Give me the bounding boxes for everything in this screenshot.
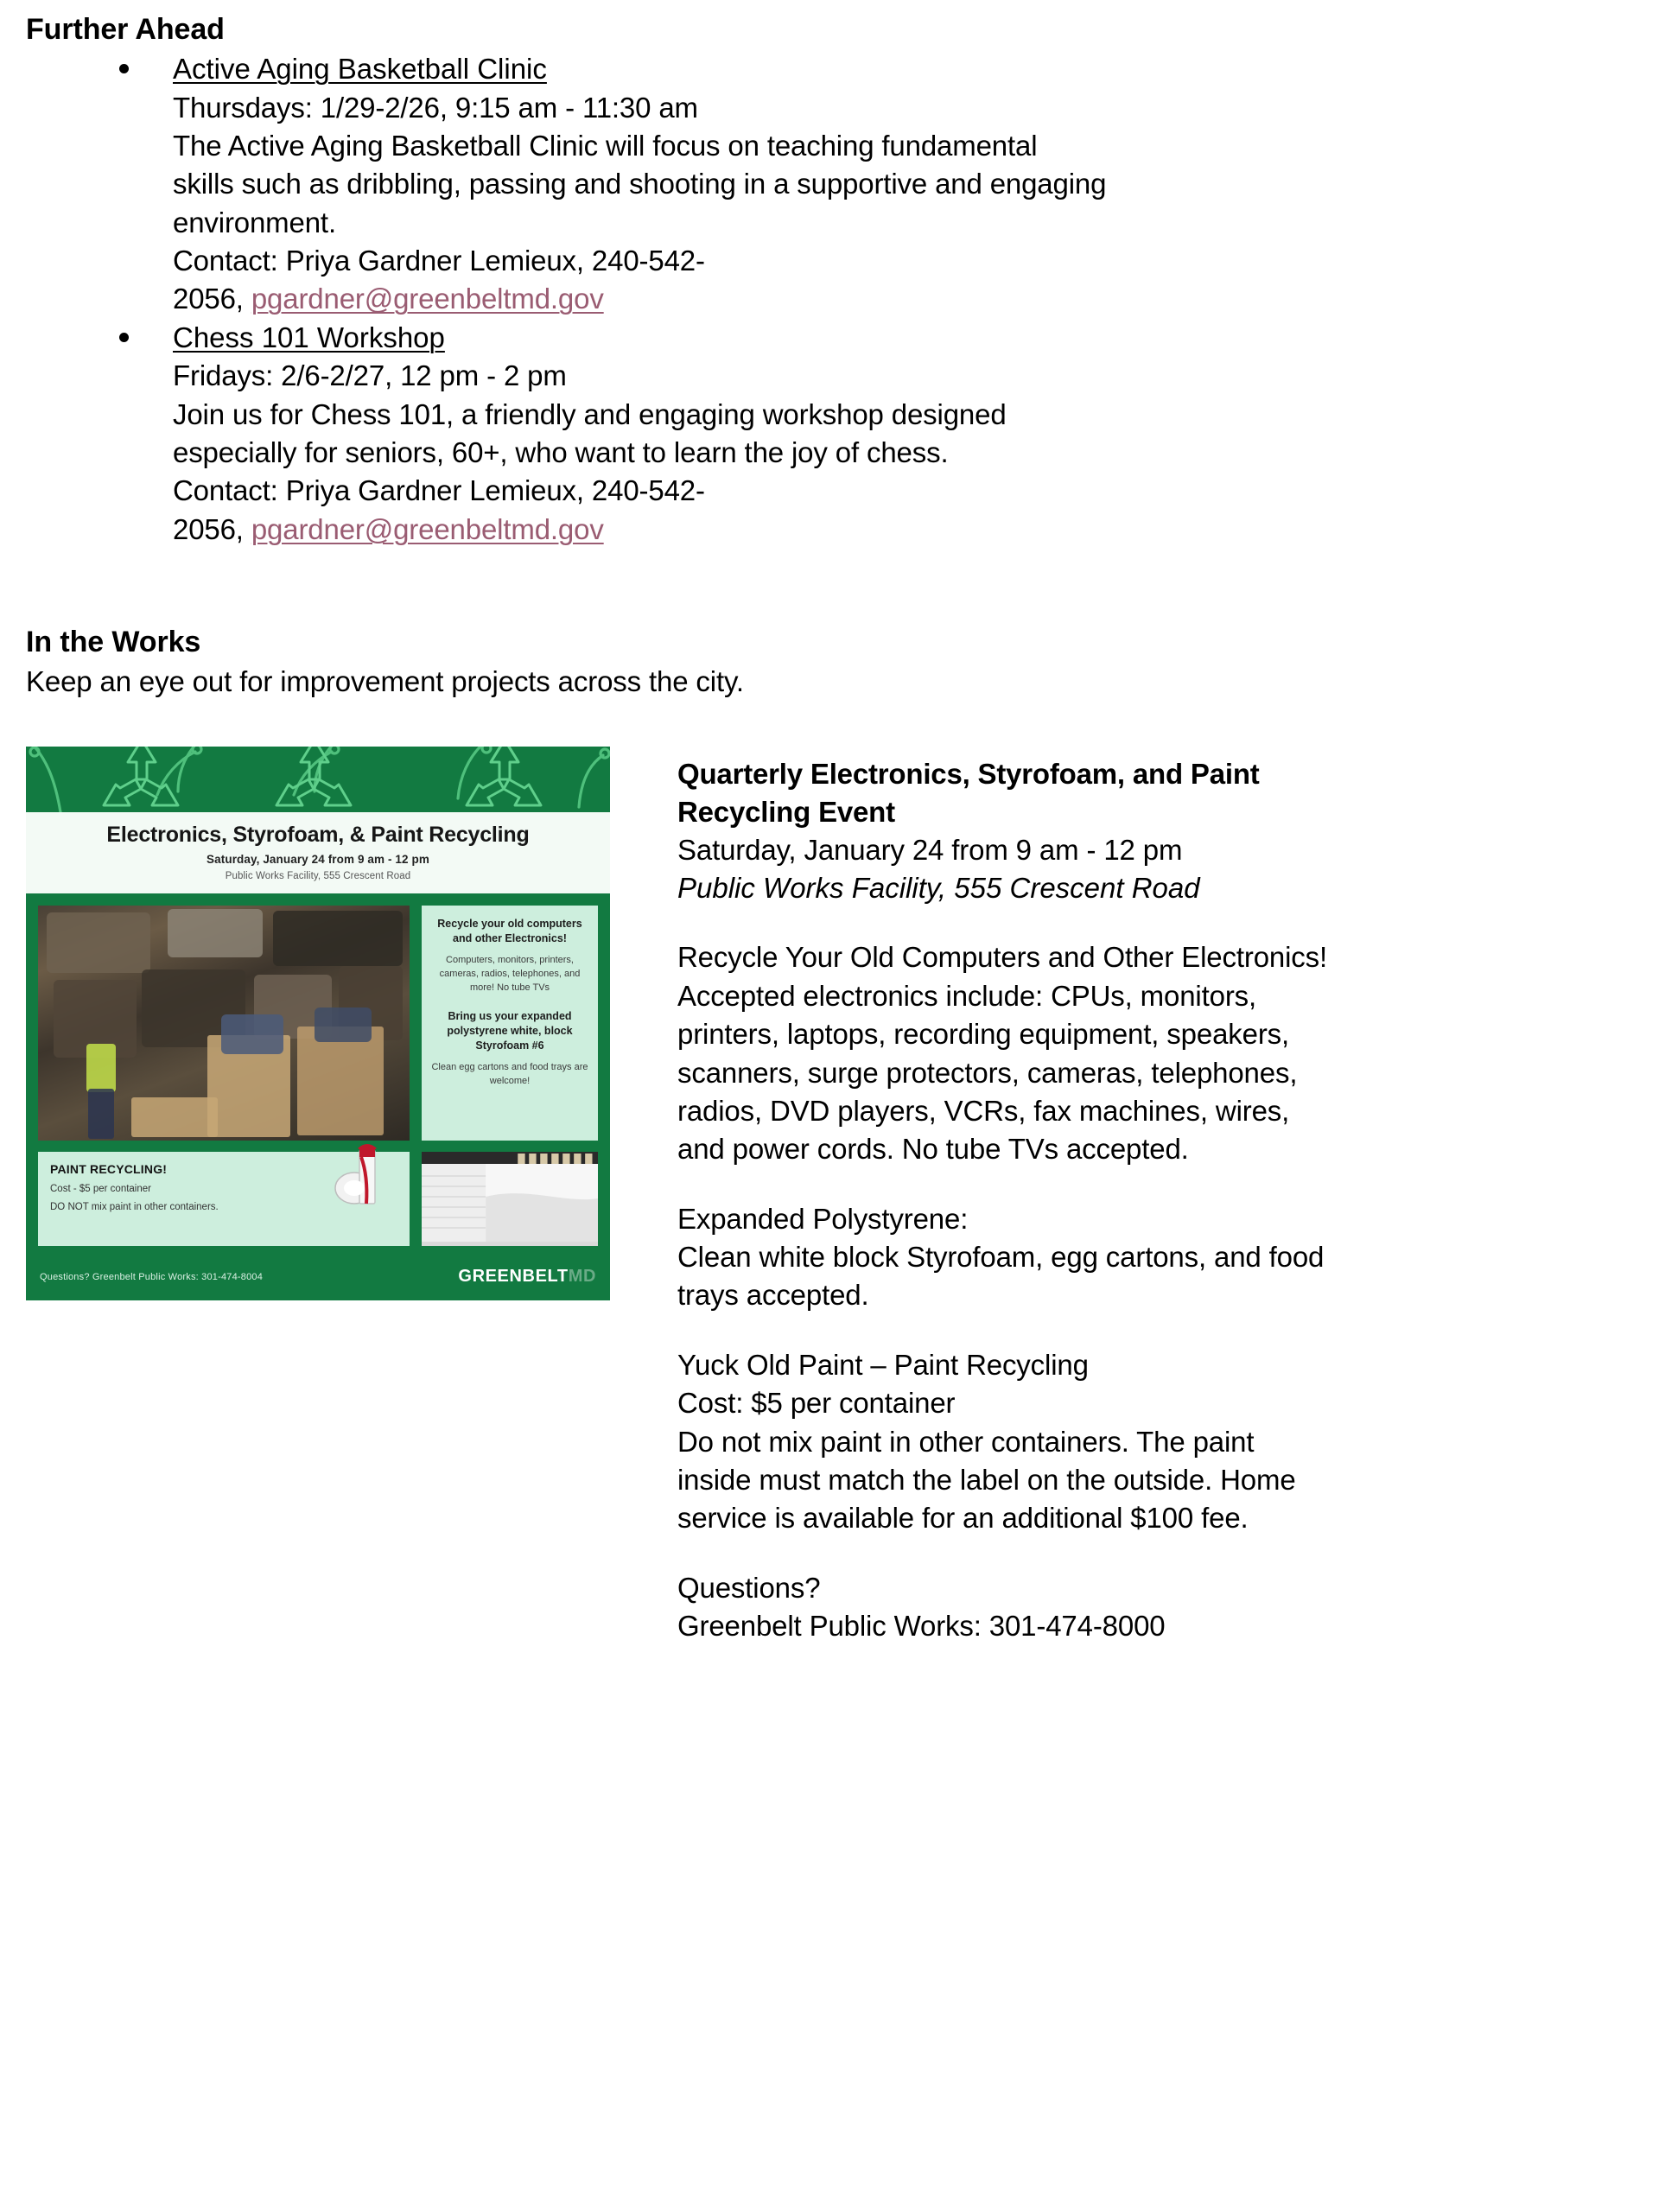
flyer-headline: Electronics, Styrofoam, & Paint Recycling	[106, 822, 530, 847]
electronics-line: Accepted electronics include: CPUs, monitors,	[677, 979, 1257, 1012]
paint-cost: Cost: $5 per container	[677, 1387, 956, 1420]
paragraph-gap	[677, 1315, 1630, 1346]
flyer-top-band	[26, 747, 610, 812]
further-ahead-heading: Further Ahead	[26, 13, 225, 46]
email-link[interactable]: pgardner@greenbeltmd.gov	[251, 512, 604, 545]
logo-main-text: GREENBELT	[458, 1267, 569, 1287]
event-description-line: environment.	[173, 206, 336, 238]
flyer-info-small-2: Clean egg cartons and food trays are welcome!	[431, 1061, 588, 1086]
flyer-date-line: Saturday, January 24 from 9 am - 12 pm	[207, 853, 429, 867]
event-title-link[interactable]: Active Aging Basketball Clinic	[173, 53, 547, 86]
recycle-symbol-pattern-icon	[26, 747, 610, 812]
event-details-datetime: Saturday, January 24 from 9 am - 12 pm	[677, 833, 1183, 866]
electronics-line: scanners, surge protectors, cameras, telephones,	[677, 1056, 1298, 1089]
greenbelt-md-logo	[458, 1267, 596, 1287]
contact-phone-suffix: 2056,	[173, 512, 251, 545]
electronics-line: printers, laptops, recording equipment, speakers,	[677, 1018, 1290, 1051]
section-spacer	[26, 549, 1630, 623]
event-title-link[interactable]: Chess 101 Workshop	[173, 321, 445, 353]
event-description-line: especially for seniors, 60+, who want to learn the joy of chess.	[173, 435, 949, 468]
paint-line: inside must match the label on the outside. Home	[677, 1463, 1296, 1496]
styrofoam-stack-graphic	[422, 1152, 598, 1242]
electronics-recycling-photo	[38, 906, 410, 1141]
polystyrene-heading: Expanded Polystyrene:	[677, 1202, 969, 1235]
paint-heading: Yuck Old Paint – Paint Recycling	[677, 1348, 1089, 1381]
flyer-info-strong-1: Recycle your old computers and other Electronics!	[437, 918, 582, 945]
electronics-line: Recycle Your Old Computers and Other Electronics!	[677, 941, 1328, 974]
flyer-paint-cost: Cost - $5 per container	[50, 1184, 151, 1195]
paint-line: service is available for an additional $100 fee.	[677, 1502, 1249, 1535]
event-description-line: Join us for Chess 101, a friendly and engaging workshop designed	[173, 397, 1007, 430]
polystyrene-line: trays accepted.	[677, 1279, 869, 1312]
paragraph-gap	[677, 1538, 1630, 1569]
in-the-works-content	[26, 747, 1630, 1646]
flyer-paint-warning: DO NOT mix paint in other containers.	[50, 1202, 219, 1213]
further-ahead-event-list	[26, 50, 1630, 549]
event-details-title-line-2: Recycling Event	[677, 795, 895, 828]
paragraph-gap	[677, 907, 1630, 938]
flyer-body	[26, 893, 610, 1255]
bullet-icon	[119, 333, 129, 342]
event-schedule: Thursdays: 1/29-2/26, 9:15 am - 11:30 am	[173, 91, 698, 124]
flyer-column	[26, 747, 622, 1301]
event-details-location: Public Works Facility, 555 Crescent Road	[677, 872, 1200, 905]
flyer-row-top	[38, 906, 598, 1141]
paragraph-gap	[677, 1169, 1630, 1200]
electronics-line: radios, DVD players, VCRs, fax machines, wires,	[677, 1094, 1290, 1127]
in-the-works-heading: In the Works	[26, 626, 201, 659]
in-the-works-intro: Keep an eye out for improvement projects across the city.	[26, 665, 744, 698]
flyer-info-small-1: Computers, monitors, printers, cameras, radios, telephones, and more! No tube TVs	[439, 955, 581, 993]
event-schedule: Fridays: 2/6-2/27, 12 pm - 2 pm	[173, 359, 567, 392]
flyer-info-strong-2: Bring us your expanded polystyrene white, block Styrofoam #6	[447, 1009, 573, 1052]
flyer-location-line: Public Works Facility, 555 Crescent Road	[225, 871, 411, 882]
flyer-row-bottom	[38, 1152, 598, 1246]
list-item	[26, 319, 1630, 549]
event-contact-line-2	[173, 511, 1630, 549]
flyer-electronics-info	[422, 906, 598, 1141]
flyer-footer-contact: Questions? Greenbelt Public Works: 301-474-8004	[40, 1271, 264, 1282]
flyer-paint-info	[38, 1152, 410, 1246]
event-details-title-line-1: Quarterly Electronics, Styrofoam, and Paint	[677, 757, 1260, 790]
questions-heading: Questions?	[677, 1571, 821, 1604]
event-contact-line: Contact: Priya Gardner Lemieux, 240-542-	[173, 474, 705, 507]
flyer-headline-area	[26, 812, 610, 894]
logo-sub-text: MD	[568, 1267, 596, 1287]
contact-phone-suffix: 2056,	[173, 283, 251, 315]
paint-can-icon	[328, 1138, 384, 1212]
event-contact-line: Contact: Priya Gardner Lemieux, 240-542-	[173, 245, 705, 277]
event-details-column	[622, 747, 1630, 1646]
flyer-paint-title: PAINT RECYCLING!	[50, 1162, 168, 1177]
email-link[interactable]: pgardner@greenbeltmd.gov	[251, 283, 604, 315]
styrofoam-photo	[422, 1152, 598, 1246]
paint-line: Do not mix paint in other containers. The paint	[677, 1425, 1255, 1458]
recycling-event-flyer	[26, 747, 610, 1301]
polystyrene-line: Clean white block Styrofoam, egg cartons, and food	[677, 1241, 1325, 1274]
electronics-line: and power cords. No tube TVs accepted.	[677, 1133, 1189, 1166]
bullet-icon	[119, 64, 129, 73]
event-contact-line-2	[173, 280, 1630, 318]
flyer-footer	[26, 1255, 610, 1300]
list-item	[26, 50, 1630, 319]
event-description-line: The Active Aging Basketball Clinic will focus on teaching fundamental	[173, 129, 1038, 162]
questions-contact: Greenbelt Public Works: 301-474-8000	[677, 1610, 1166, 1643]
event-description-line: skills such as dribbling, passing and shooting in a supportive and engaging	[173, 168, 1107, 200]
